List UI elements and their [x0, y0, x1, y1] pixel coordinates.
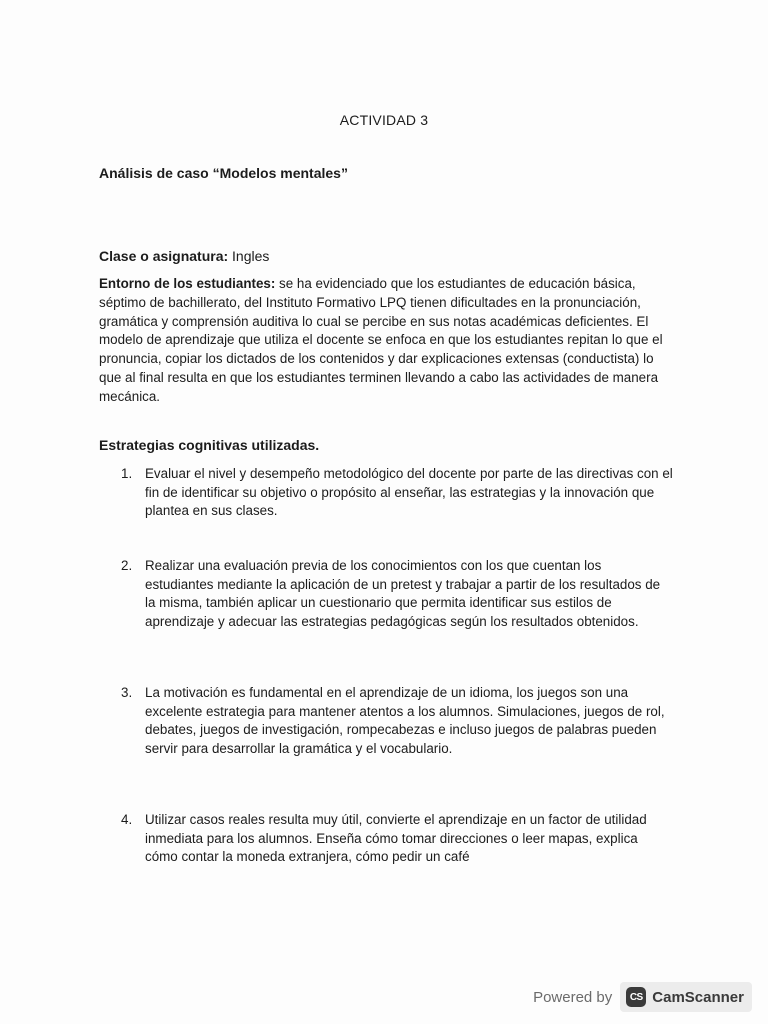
strategy-text: Realizar una evaluación previa de los conocimientos con los que cuentan los estudiantes mediante la aplicación de un pretest y trabajar a partir de los resultados de la misma, también aplicar un cuestionario que permita identificar sus estilos de aprendizaje y adecuar las estrategias pedagógicas según los resultados obtenidos. — [145, 558, 661, 629]
camscanner-watermark — [533, 980, 752, 1014]
strategy-item — [121, 465, 673, 521]
students-environment-paragraph — [99, 275, 671, 407]
subject-line — [99, 248, 269, 264]
document-title: ACTIVIDAD 3 — [339, 112, 429, 128]
strategies-heading: Estrategias cognitivas utilizadas. — [99, 437, 320, 453]
case-title: Análisis de caso “Modelos mentales” — [99, 165, 348, 181]
camscanner-badge — [620, 982, 752, 1012]
camscanner-logo-icon: CS — [626, 987, 646, 1007]
strategy-number: 2. — [121, 558, 133, 573]
strategy-text: La motivación es fundamental en el aprendizaje de un idioma, los juegos son una excelente estrategia para mantener atentos a los alumnos. Simulaciones, juegos de rol, debates, juegos de investigación, rompecabezas e incluso juegos de palabras pueden servir para desarrollar la gramática y el vocabulario. — [145, 685, 665, 756]
students-environment-text: se ha evidenciado que los estudiantes de educación básica, séptimo de bachillerato, del Instituto Formativo LPQ tienen dificultades en la pronunciación, gramática y comprensión auditiva lo cual se percibe en sus notas académicas deficientes. El modelo de aprendizaje que utiliza el docente se enfoca en que los estudiantes repitan lo que el pronuncia, copiar los dictados de los contenidos y dar explicaciones extensas (conductista) lo que al final resulta en que los estudiantes terminen llevando a cabo las actividades de manera mecánica. — [99, 276, 663, 404]
strategy-item — [121, 684, 673, 758]
strategy-text: Utilizar casos reales resulta muy útil, convierte el aprendizaje en un factor de utilidad inmediata para los alumnos. Enseña cómo tomar direcciones o leer mapas, explica cómo contar la moneda extranjera, cómo pedir un café — [145, 812, 647, 865]
subject-value: Ingles — [228, 248, 270, 264]
strategy-text: Evaluar el nivel y desempeño metodológico del docente por parte de las directivas con el fin de identificar su objetivo o propósito al enseñar, las estrategias y la innovación que plantea en sus clases. — [145, 466, 673, 519]
subject-label: Clase o asignatura: — [99, 248, 229, 264]
strategy-item — [121, 557, 673, 631]
strategy-number: 3. — [121, 685, 133, 700]
camscanner-brand-name: CamScanner — [652, 988, 744, 1006]
powered-by-label: Powered by — [533, 988, 613, 1006]
strategy-item — [121, 811, 673, 867]
strategy-number: 1. — [121, 466, 133, 481]
strategy-number: 4. — [121, 812, 133, 827]
students-environment-label: Entorno de los estudiantes: — [99, 276, 276, 291]
